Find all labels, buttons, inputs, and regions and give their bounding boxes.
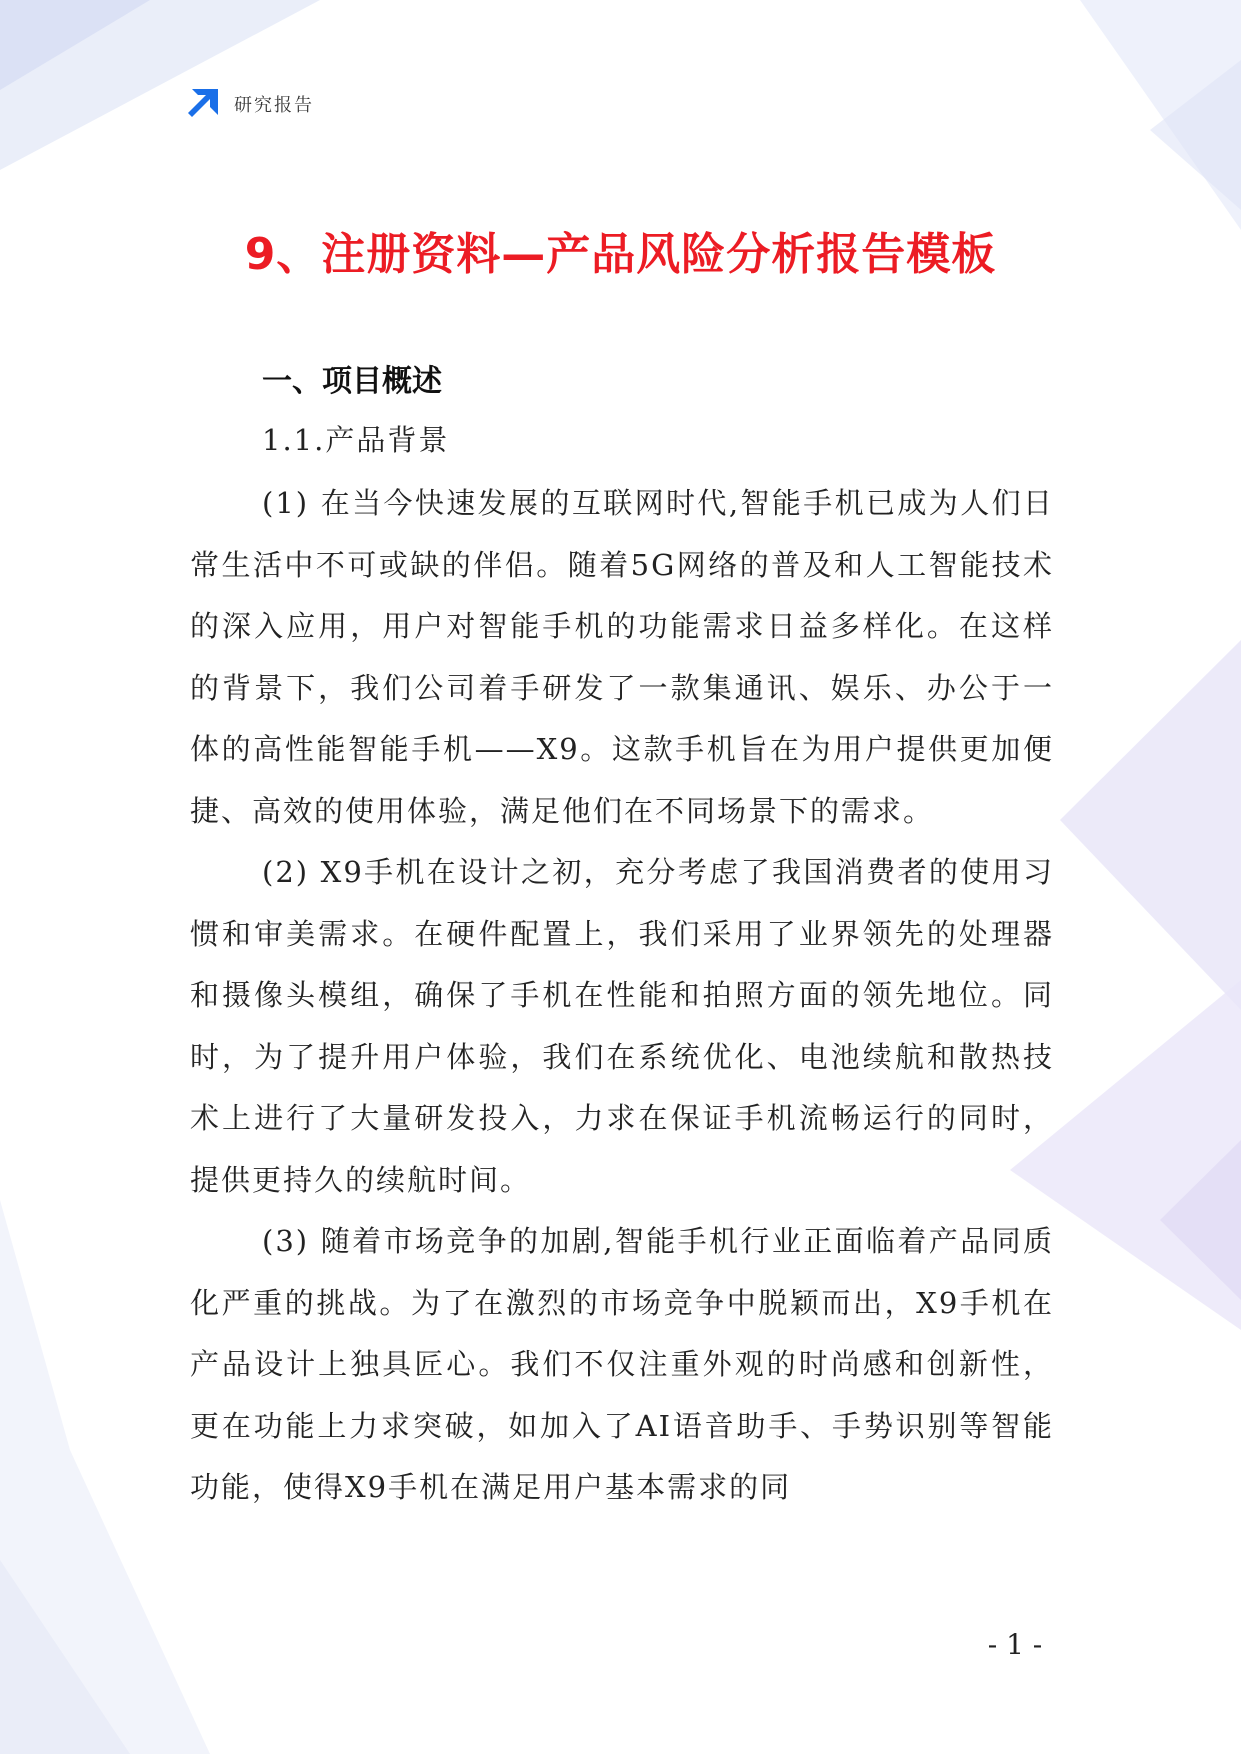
document-title: 9、注册资料—产品风险分析报告模板	[244, 229, 997, 280]
document-body	[190, 473, 1054, 1519]
paragraph-3: (3) 随着市场竞争的加剧,智能手机行业正面临着产品同质化严重的挑战。为了在激烈的市场竞争中脱颖而出，X9手机在产品设计上独具匠心。我们不仅注重外观的时尚感和创新性，更在功能上力求突破，如加入了AI语音助手、手势识别等智能功能，使得X9手机在满足用户基本需求的同	[190, 1224, 1054, 1504]
section-heading: 一、项目概述	[262, 364, 442, 399]
paragraph-2: (2) X9手机在设计之初，充分考虑了我国消费者的使用习惯和审美需求。在硬件配置上，我们采用了业界领先的处理器和摄像头模组，确保了手机在性能和拍照方面的领先地位。同时，为了提升用户体验，我们在系统优化、电池续航和散热技术上进行了大量研发投入，力求在保证手机流畅运行的同时，提供更持久的续航时间。	[190, 855, 1054, 1197]
report-header	[186, 86, 314, 122]
page-number: - 1 -	[987, 1628, 1043, 1661]
paragraph-1: (1) 在当今快速发展的互联网时代,智能手机已成为人们日常生活中不可或缺的伴侣。随着5G网络的普及和人工智能技术的深入应用，用户对智能手机的功能需求日益多样化。在这样的背景下，我们公司着手研发了一款集通讯、娱乐、办公于一体的高性能智能手机——X9。这款手机旨在为用户提供更加便捷、高效的使用体验，满足他们在不同场景下的需求。	[190, 486, 1054, 828]
arrow-up-right-icon	[186, 87, 220, 121]
header-label: 研究报告	[234, 95, 314, 116]
subsection-heading: 1.1.产品背景	[262, 423, 450, 457]
